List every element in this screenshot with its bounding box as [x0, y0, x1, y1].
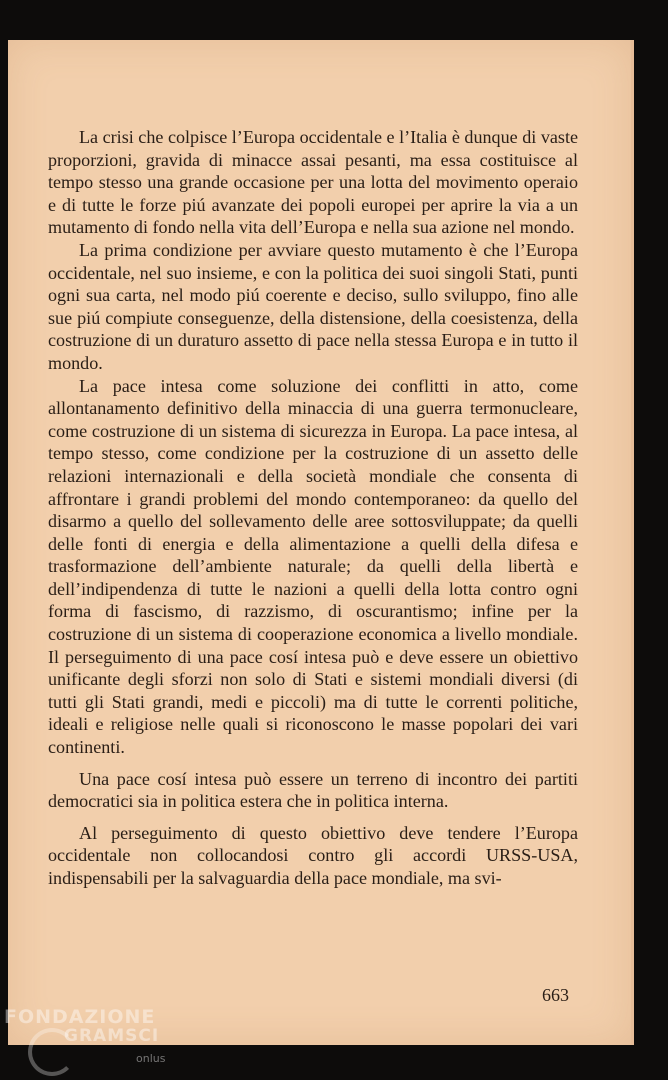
- paragraph-5: Al perseguimento di questo obiettivo deve tendere l’Europa occidentale non collocandosi contro gli accordi URSS-USA, indispensabili per la salvaguardia della pace mondiale, ma svi-: [48, 822, 578, 888]
- watermark-suffix: onlus: [136, 1052, 166, 1065]
- paragraph-3: La pace intesa come soluzione dei conflitti in atto, come allontanamento definitivo della minaccia di una guerra termonucleare, come costruzione di un sistema di sicurezza in Europa. La pace intesa, al tempo stesso, come condizione per la costruzione di un assetto delle relazioni internazionali e della società mondiale che consenta di affrontare i grandi problemi del mondo contemporaneo: da quello del disarmo a quello del sollevamento delle aree sottosviluppate; da quelli delle fonti di energia e della alimentazione a quelli della difesa e trasformazione dell’ambiente naturale; da quelli della libertà e dell’indipendenza di tutte le nazioni a quelli della lotta contro ogni forma di fascismo, di razzismo, di oscurantismo; infine per la costruzione di un sistema di cooperazione economica a livello mondiale. Il perseguimento di una pace cosí intesa può e deve essere un obiettivo unificante degli sforzi non solo di Stati e sistemi mondiali diversi (di tutti gli Stati grandi, medi e piccoli) ma di tutte le correnti politiche, ideali e religiose nelle quali si riconoscono le masse popolari dei vari continenti.: [48, 375, 578, 758]
- body-text: [48, 126, 578, 890]
- book-page: [8, 40, 634, 1045]
- paragraph-2: La prima condizione per avviare questo mutamento è che l’Europa occidentale, nel suo insieme, e con la politica dei suoi singoli Stati, punti ogni sua carta, nel modo piú coerente e deciso, sullo sviluppo, fino alle sue piú compiute conseguenze, della distensione, della coesistenza, della costruzione di un duraturo assetto di pace nella stessa Europa e in tutto il mondo.: [48, 239, 578, 373]
- watermark-line2: GRAMSCI: [64, 1026, 160, 1046]
- page-number: 663: [542, 985, 569, 1005]
- paragraph-1: La crisi che colpisce l’Europa occidentale e l’Italia è dunque di vaste proporzioni, gravida di minacce assai pesanti, ma essa costituisce al tempo stesso una grande occasione per una lotta del movimento operaio e di tutte le forze piú avanzate dei popoli europei per aprire la via a un mutamento di fondo nella vita dell’Europa e nella sua azione nel mondo.: [48, 127, 578, 238]
- paragraph-4: Una pace cosí intesa può essere un terreno di incontro dei partiti democratici sia in politica estera che in politica interna.: [48, 768, 578, 812]
- watermark: [4, 1006, 166, 1065]
- gramsci-logo-icon: [28, 1028, 76, 1076]
- watermark-line1: FONDAZIONE: [4, 1006, 156, 1028]
